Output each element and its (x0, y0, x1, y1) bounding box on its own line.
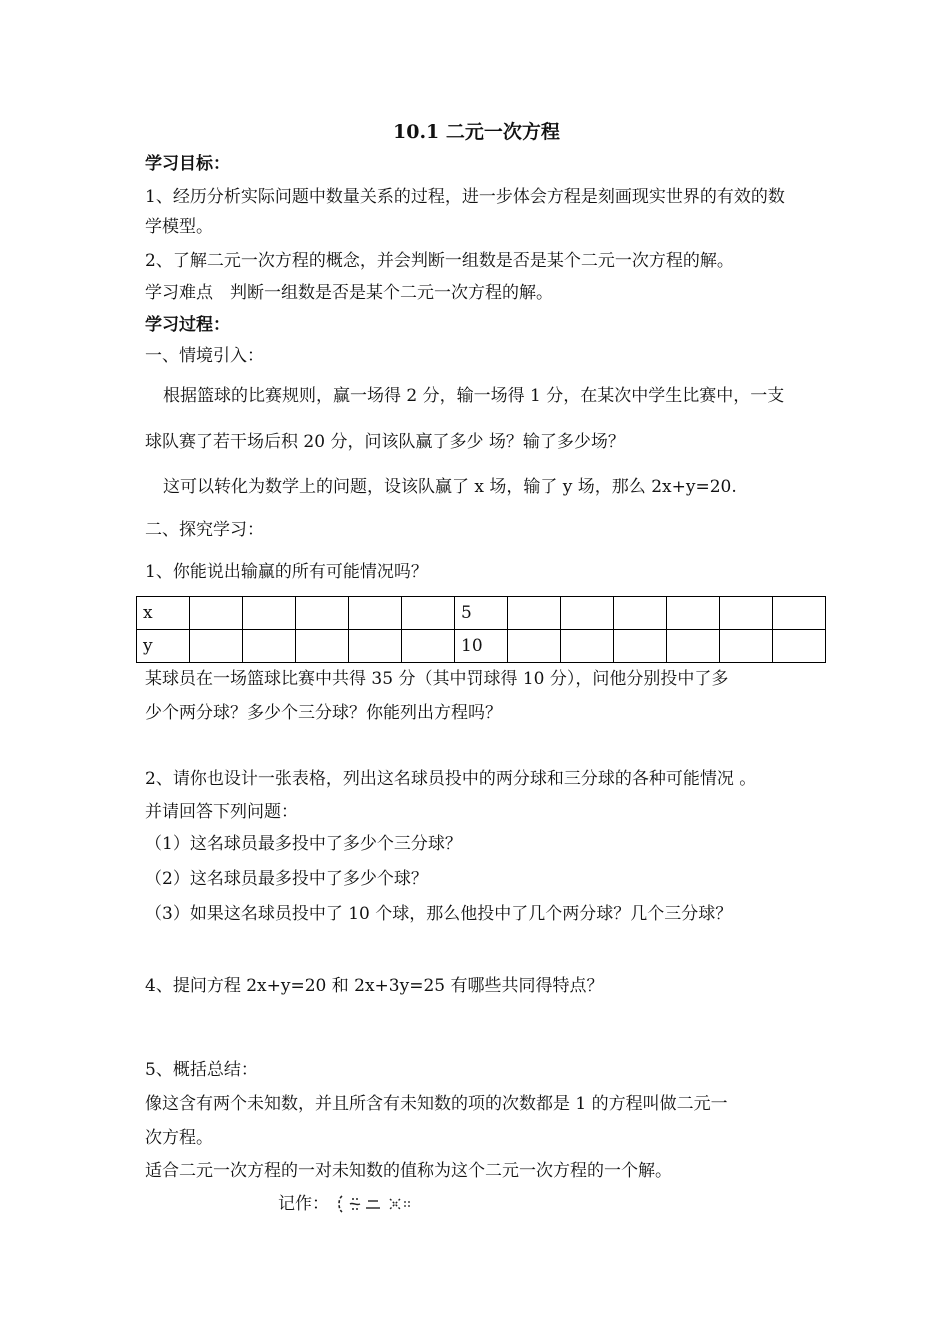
question-5-heading: 5、概括总结： (145, 1060, 258, 1080)
table-cell (508, 597, 561, 630)
table-cell (402, 630, 455, 663)
table-cell (190, 597, 243, 630)
objective-1-line-1: 1、经历分析实际问题中数量关系的过程，进一步体会方程是刻画现实世界的有效的数 (145, 187, 785, 207)
equation-system-figure (336, 1192, 418, 1216)
question-1: 1、你能说出输赢的所有可能情况吗？ (145, 562, 428, 582)
objectives-heading: 学习目标： (145, 154, 230, 174)
table-cell (296, 597, 349, 630)
table-cell (349, 597, 402, 630)
table-cell (243, 630, 296, 663)
conversion-line: 这可以转化为数学上的问题，设该队赢了 x 场，输了 y 场，那么 2x+y=20. (163, 477, 737, 497)
table-cell (614, 630, 667, 663)
difficulty-line: 学习难点 判断一组数是否是某个二元一次方程的解。 (145, 283, 553, 303)
table-cell (667, 597, 720, 630)
table-cell (349, 630, 402, 663)
table-cell: y (137, 630, 190, 663)
table-cell (667, 630, 720, 663)
page-title: 10.1 二元一次方程 (393, 121, 560, 143)
table-cell (243, 597, 296, 630)
table-row-y (137, 630, 826, 663)
table-cell (296, 630, 349, 663)
xy-table (136, 596, 826, 663)
table-cell: 10 (455, 630, 508, 663)
question-2-part-3: （3）如果这名球员投中了 10 个球，那么他投中了几个两分球？几个三分球？ (145, 904, 733, 924)
table-cell (773, 597, 826, 630)
table-cell (190, 630, 243, 663)
table-cell (720, 630, 773, 663)
question-2-part-2: （2）这名球员最多投中了多少个球？ (145, 869, 428, 889)
table-cell (720, 597, 773, 630)
section-1-heading: 一、情境引入： (145, 346, 264, 366)
question-2-line-2: 并请回答下列问题： (145, 802, 298, 822)
question-2-line-1: 2、请你也设计一张表格，列出这名球员投中的两分球和三分球的各种可能情况 。 (145, 769, 757, 789)
table-row-x (137, 597, 826, 630)
question-2-part-1: （1）这名球员最多投中了多少个三分球？ (145, 834, 462, 854)
notation-label: 记作： (278, 1194, 329, 1214)
basketball-problem-line-2: 少个两分球？多少个三分球？你能列出方程吗？ (145, 703, 502, 723)
process-heading: 学习过程： (145, 315, 230, 335)
definition-1-line-1: 像这含有两个未知数，并且所含有未知数的项的次数都是 1 的方程叫做二元一 (145, 1094, 728, 1114)
definition-1-line-2: 次方程。 (145, 1128, 213, 1148)
objective-1-line-2: 学模型。 (145, 217, 213, 237)
scenario-line-2: 球队赛了若干场后积 20 分，问该队赢了多少 场？输了多少场？ (145, 432, 625, 452)
table-cell (561, 597, 614, 630)
table-cell (773, 630, 826, 663)
definition-2: 适合二元一次方程的一对未知数的值称为这个二元一次方程的一个解。 (145, 1161, 672, 1181)
table-cell (402, 597, 455, 630)
table-cell: x (137, 597, 190, 630)
basketball-problem-line-1: 某球员在一场篮球比赛中共得 35 分（其中罚球得 10 分），问他分别投中了多 (145, 669, 729, 689)
question-4: 4、提问方程 2x+y=20 和 2x+3y=25 有哪些共同得特点？ (145, 976, 604, 996)
scenario-line-1: 根据篮球的比赛规则，赢一场得 2 分，输一场得 1 分，在某次中学生比赛中，一支 (163, 386, 785, 406)
table-cell (614, 597, 667, 630)
table-cell: 5 (455, 597, 508, 630)
table-cell (561, 630, 614, 663)
section-2-heading: 二、探究学习： (145, 520, 264, 540)
objective-2: 2、了解二元一次方程的概念，并会判断一组数是否是某个二元一次方程的解。 (145, 251, 734, 271)
table-cell (508, 630, 561, 663)
